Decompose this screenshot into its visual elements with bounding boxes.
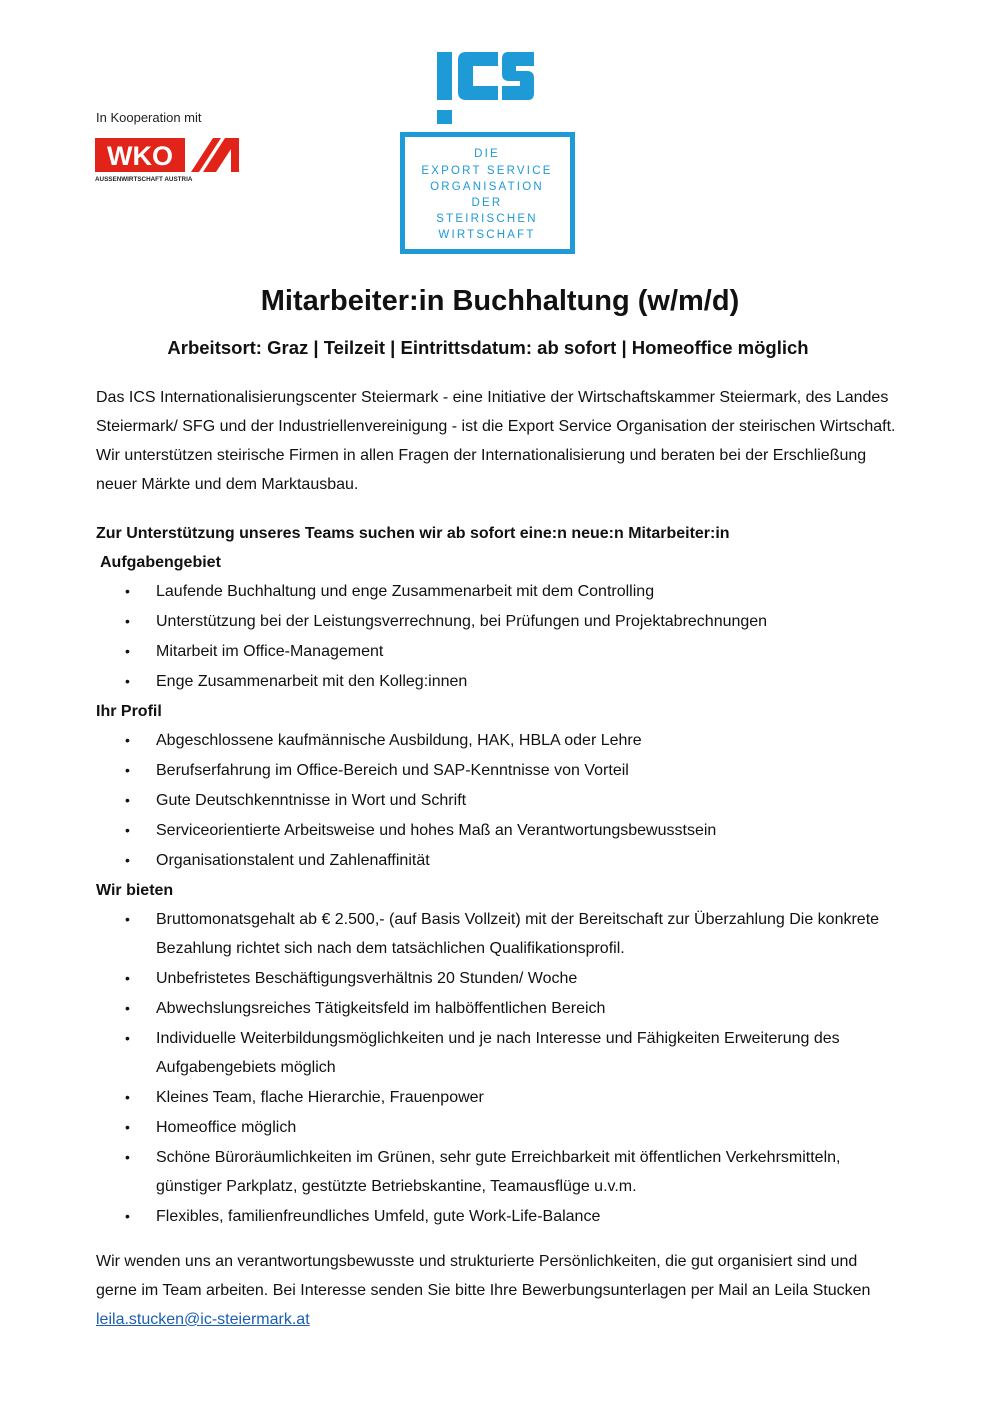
bullet-icon: • bbox=[125, 1208, 130, 1224]
list-wir-bieten bbox=[96, 905, 896, 1231]
ics-logo bbox=[400, 52, 580, 258]
bullet-icon: • bbox=[125, 1119, 130, 1135]
bullet-icon: • bbox=[125, 852, 130, 868]
list-item: • Homeoffice möglich bbox=[96, 1113, 896, 1142]
bullet-icon: • bbox=[125, 583, 130, 599]
bullet-icon: • bbox=[125, 673, 130, 689]
ics-tagline-line: ORGANISATION bbox=[430, 181, 544, 193]
bullet-icon: • bbox=[125, 1089, 130, 1105]
bullet-icon: • bbox=[125, 613, 130, 629]
bullet-icon: • bbox=[125, 822, 130, 838]
ics-tagline-line: DIE bbox=[474, 148, 500, 160]
list-item: • Abgeschlossene kaufmännische Ausbildung, HAK, HBLA oder Lehre bbox=[96, 726, 896, 755]
list-item: • Kleines Team, flache Hierarchie, Frauenpower bbox=[96, 1083, 896, 1112]
list-item: • Organisationstalent und Zahlenaffinität bbox=[96, 846, 896, 875]
list-aufgabengebiet bbox=[96, 577, 896, 696]
ics-tagline-line: DER bbox=[471, 197, 503, 209]
list-item: • Serviceorientierte Arbeitsweise und hohes Maß an Verantwortungsbewusstsein bbox=[96, 816, 896, 845]
job-subtitle: Arbeitsort: Graz | Teilzeit | Eintrittsdatum: ab sofort | Homeoffice möglich bbox=[167, 337, 809, 358]
bullet-icon: • bbox=[125, 970, 130, 986]
job-title: Mitarbeiter:in Buchhaltung (w/m/d) bbox=[260, 285, 740, 317]
list-item: • Unbefristetes Beschäftigungsverhältnis 20 Stunden/ Woche bbox=[96, 964, 896, 993]
list-item: • Unterstützung bei der Leistungsverrechnung, bei Prüfungen und Projektabrechnungen bbox=[96, 607, 896, 636]
list-profil bbox=[96, 726, 896, 875]
closing-text: Wir wenden uns an verantwortungsbewusste und strukturierte Persönlichkeiten, die gut organisiert sind und gerne im Team arbeiten. Bei Interesse senden Sie bitte Ihre Bewerbungsunterlagen per Mail an Leila Stucken bbox=[96, 1253, 871, 1299]
job-content bbox=[96, 383, 896, 1334]
bullet-icon: • bbox=[125, 762, 130, 778]
bullet-icon: • bbox=[125, 1000, 130, 1016]
ics-tagline-line: EXPORT SERVICE bbox=[421, 165, 553, 177]
list-item: • Laufende Buchhaltung und enge Zusammenarbeit mit dem Controlling bbox=[96, 577, 896, 606]
section-heading-wir-bieten: Wir bieten bbox=[96, 882, 174, 899]
list-item: • Flexibles, familienfreundliches Umfeld, gute Work-Life-Balance bbox=[96, 1202, 896, 1231]
email-link[interactable]: leila.stucken@ic-steiermark.at bbox=[96, 1311, 310, 1328]
wko-logo-text: WKO bbox=[107, 141, 173, 171]
list-item: • Abwechslungsreiches Tätigkeitsfeld im halböffentlichen Bereich bbox=[96, 994, 896, 1023]
bullet-icon: • bbox=[125, 792, 130, 808]
wko-logo bbox=[95, 135, 245, 185]
list-item: • Bruttomonatsgehalt ab € 2.500,- (auf Basis Vollzeit) mit der Bereitschaft zur Überzahlung Die konkrete Bezahlung richtet sich nach dem tatsächlichen Qualifikationsprofil. bbox=[96, 905, 896, 963]
search-heading: Zur Unterstützung unseres Teams suchen wir ab sofort eine:n neue:n Mitarbeiter:in bbox=[96, 525, 730, 542]
closing-paragraph bbox=[96, 1247, 896, 1334]
list-item: • Schöne Büroräumlichkeiten im Grünen, sehr gute Erreichbarkeit mit öffentlichen Verkehrsmitteln, günstiger Parkplatz, gestützte Betriebskantine, Teamausflüge u.v.m. bbox=[96, 1143, 896, 1201]
list-item: • Gute Deutschkenntnisse in Wort und Schrift bbox=[96, 786, 896, 815]
cooperation-label: In Kooperation mit bbox=[96, 110, 202, 125]
ics-tagline-line: WIRTSCHAFT bbox=[438, 229, 536, 241]
list-item: • Berufserfahrung im Office-Bereich und SAP-Kenntnisse von Vorteil bbox=[96, 756, 896, 785]
bullet-icon: • bbox=[125, 732, 130, 748]
ics-tagline-line: STEIRISCHEN bbox=[436, 213, 538, 225]
section-heading-aufgabengebiet: Aufgabengebiet bbox=[100, 554, 221, 571]
list-item: • Mitarbeit im Office-Management bbox=[96, 637, 896, 666]
intro-paragraph: Das ICS Internationalisierungscenter Steiermark - eine Initiative der Wirtschaftskammer Steiermark, des Landes Steiermark/ SFG und der Industriellenvereinigung - ist die Export Service Organisation der steirischen Wirtschaft. Wir unterstützen steirische Firmen in allen Fragen der Internationalisierung und beraten bei der Erschließung neuer Märkte und dem Marktausbau. bbox=[96, 389, 896, 493]
list-item: • Individuelle Weiterbildungsmöglichkeiten und je nach Interesse und Fähigkeiten Erweiterung des Aufgabengebiets möglich bbox=[96, 1024, 896, 1082]
bullet-icon: • bbox=[125, 643, 130, 659]
bullet-icon: • bbox=[125, 1149, 130, 1165]
wko-logo-subtitle: AUSSENWIRTSCHAFT AUSTRIA bbox=[95, 176, 193, 183]
list-item: • Enge Zusammenarbeit mit den Kolleg:innen bbox=[96, 667, 896, 696]
bullet-icon: • bbox=[125, 911, 130, 927]
bullet-icon: • bbox=[125, 1030, 130, 1046]
section-heading-profil: Ihr Profil bbox=[96, 703, 162, 720]
